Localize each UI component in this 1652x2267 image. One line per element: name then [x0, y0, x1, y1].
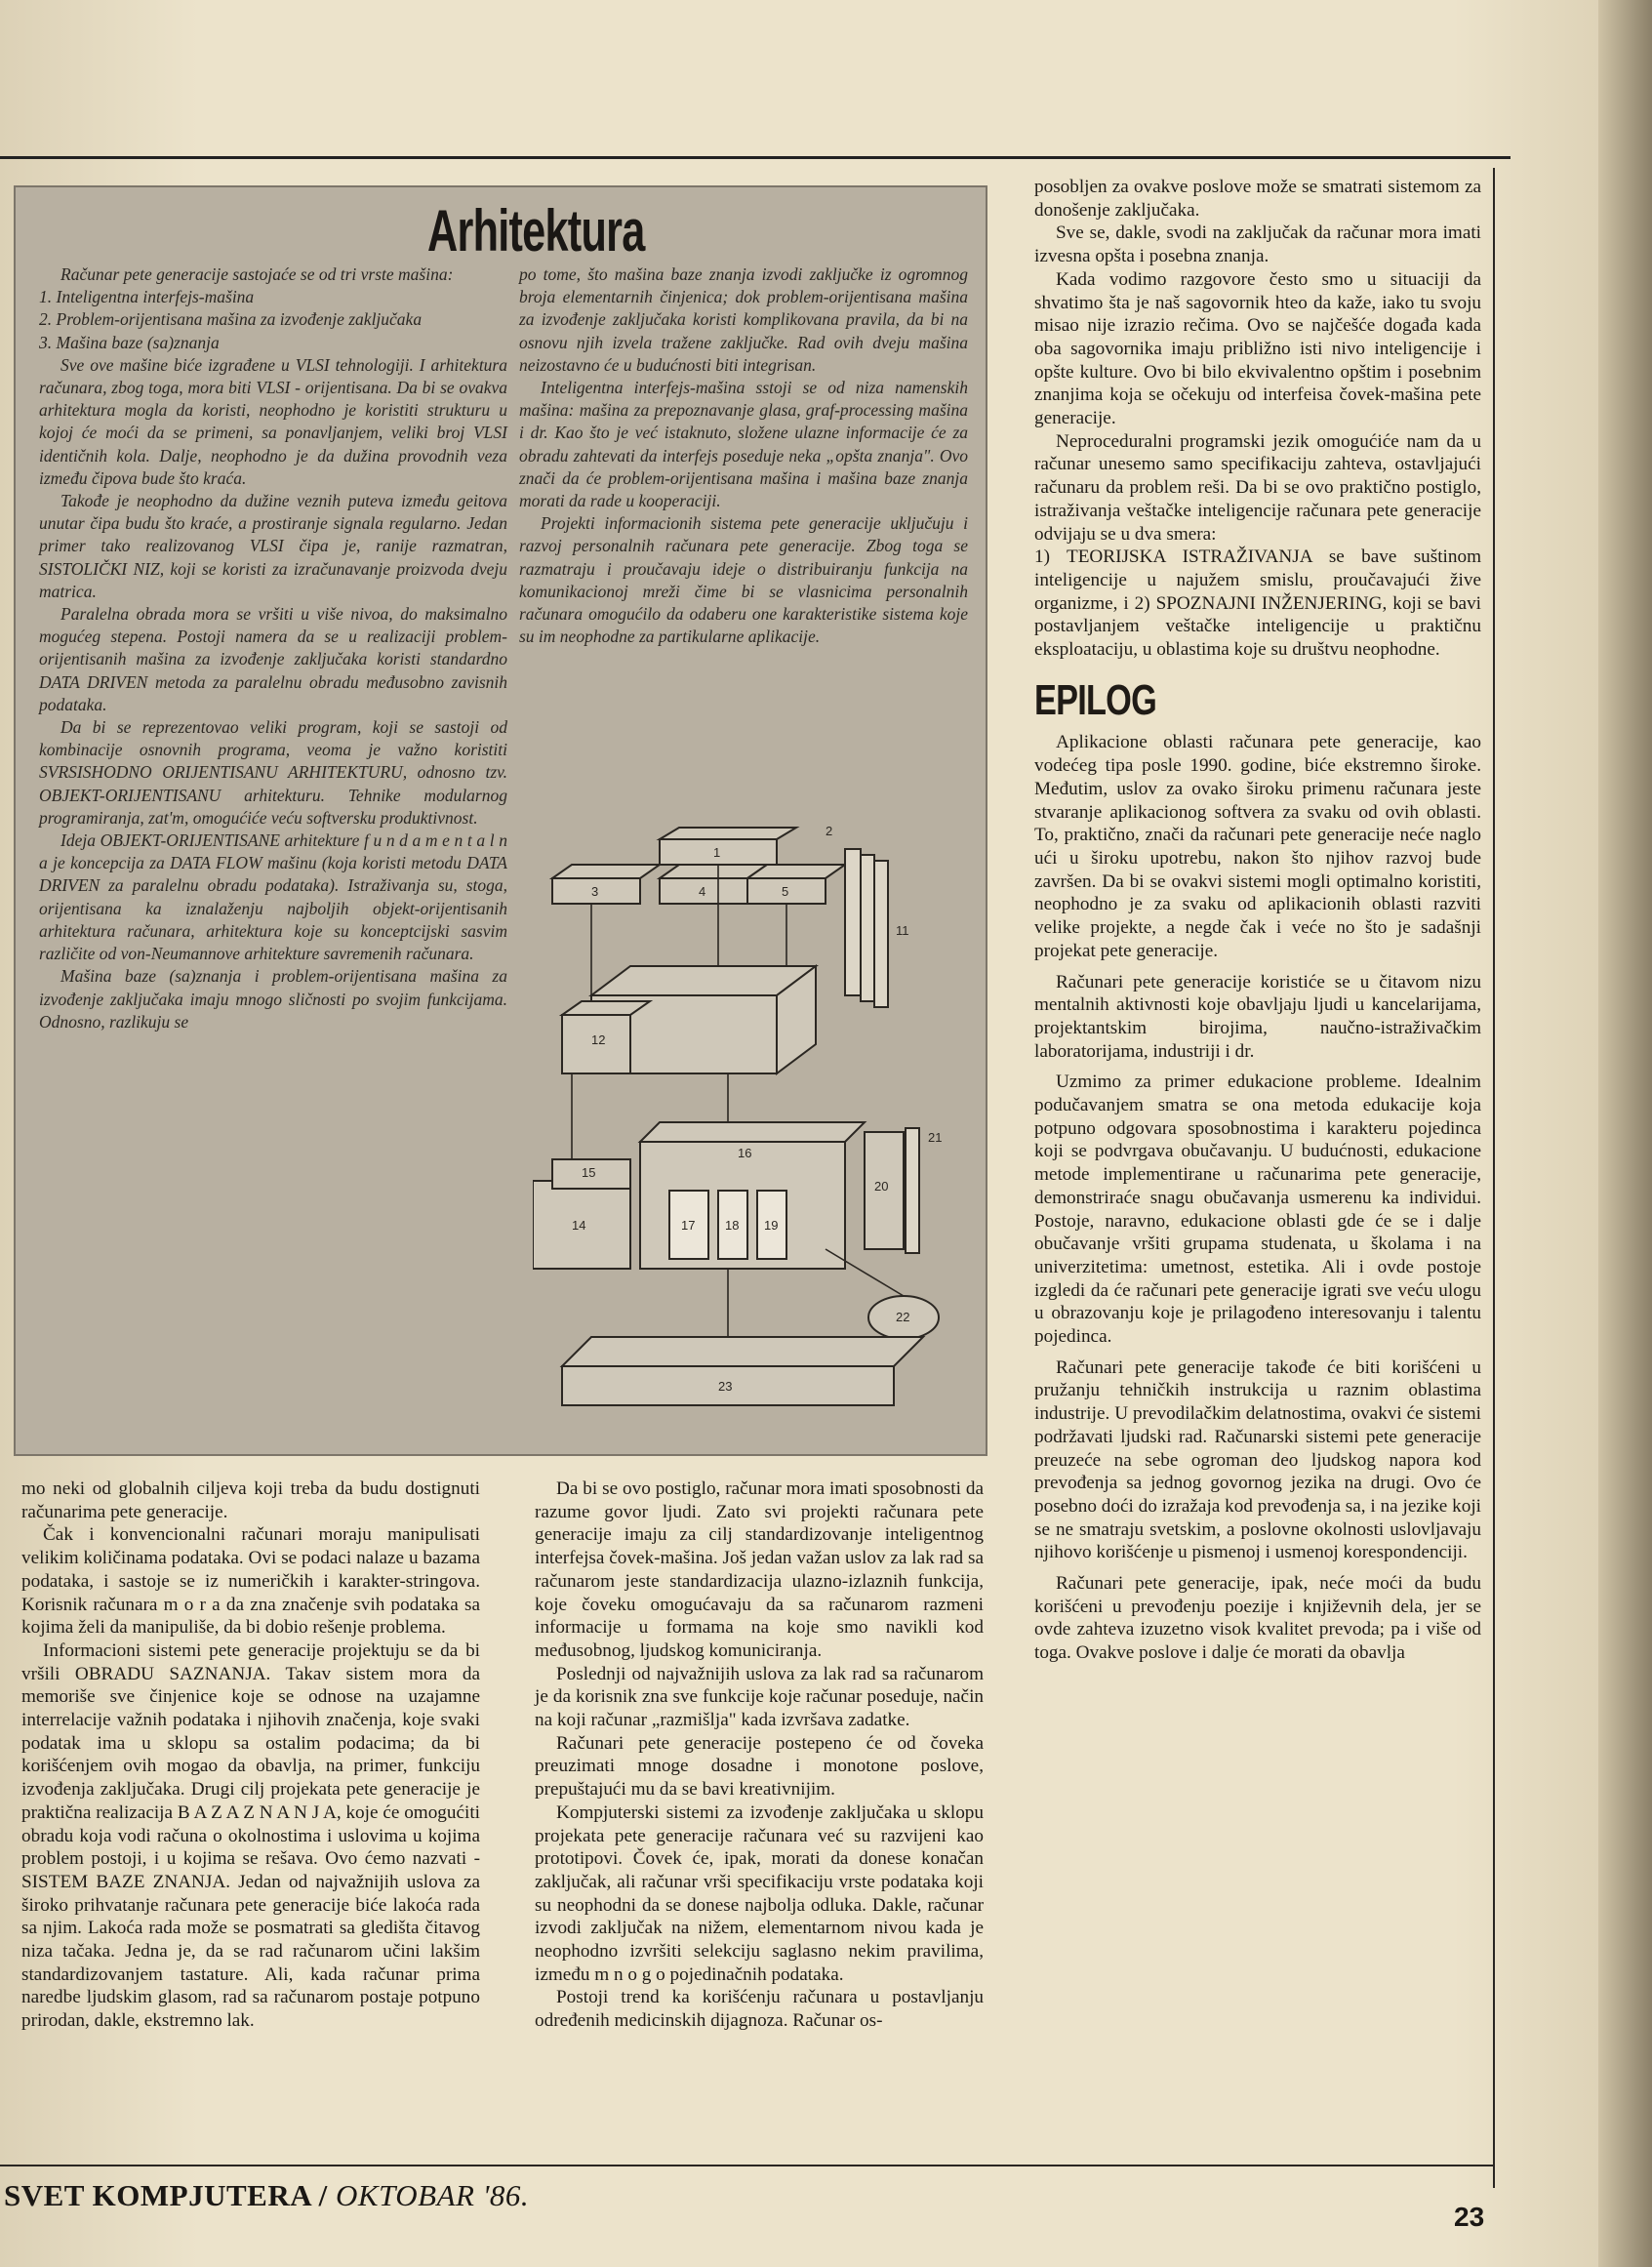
diagram-label: 23 — [718, 1379, 733, 1394]
diagram-layer — [874, 861, 888, 1007]
sidebar-list-item: 2. Problem-orijentisana mašina za izvođenje zaključaka — [39, 309, 423, 330]
diagram-label: 20 — [874, 1179, 889, 1194]
issue-date: OKTOBAR '86. — [336, 2178, 530, 2212]
diagram-label: 3 — [591, 884, 599, 899]
diagram-label: 19 — [764, 1218, 779, 1233]
sidebar-paragraph: po tome, što mašina baze znanja izvodi zaključke iz ogromnog broja elementarnih činjenica; dok problem-orijentisana mašina za izvođenje zaključaka koristi komplikovana pravila, da bi na osnovu njih izvela tražene zaključke. Rad ovih dveju mašina neizostavno će u budućnosti biti integrisan. — [519, 264, 968, 375]
article-column-right — [1034, 176, 1481, 2162]
diagram-label: 16 — [738, 1146, 752, 1160]
diagram-block — [640, 1122, 865, 1142]
diagram-layer — [861, 855, 874, 1001]
diagram-label: 22 — [896, 1310, 910, 1324]
diagram-label: 21 — [928, 1130, 943, 1145]
diagram-label: 14 — [572, 1218, 586, 1233]
diagram-layer — [906, 1128, 919, 1253]
article-column-left — [21, 1478, 480, 2161]
diagram-label: 1 — [713, 845, 721, 860]
diagram-label: 18 — [725, 1218, 740, 1233]
sidebar-column-1 — [39, 263, 507, 1435]
paragraph: Računari pete generacije, ipak, neće moći da budu korišćeni u prevođenju poezije i književnih dela, jer se ovde zahteva izuzetno visok kvalitet prevoda; pa i više od toga. Ovakve poslove i dalje će morati da obavlja — [1034, 1573, 1481, 1664]
paragraph: Informacioni sistemi pete generacije projektuju se da bi vršili OBRADU SAZNANJA. Takav sistem mora da memoriše sve činjenice koje se odnose na uzajamne interrelacije važnih podataka i njihovih značenja, koje svaki podatak ima u sklopu sa ostalim podacima; da bi korišćenjem ovih mogao da obavlja, na primer, funkciju izvođenja zaključaka. Drugi cilj projekata pete generacije je praktična realizacija B A Z A Z N A N J A, koje će omogućiti obradu koja vodi računa o okolnostima i uslovima u kojima problem postoji, i u kojima se rešava. Ovo ćemo nazvati - SISTEM BAZE ZNANJA. Jedan od najvažnijih uslova za široko prihvatanje računara pete generacije biće lakoća rada sa njim. Lakoća rada može se posmatrati sa gledišta čitavog niza tačaka. Jedna je, da se rad računarom učini lakšim standardizovanjem tastature. Ali, kada računar prima naredbe ljudskim glasom, rad sa računarom postaje potpuno prirodan, dakle, ekstremno lak. — [21, 1640, 480, 2032]
sidebar-paragraph: Mašina baze (sa)znanja i problem-orijentisana mašina za izvođenje zaključaka imaju mnogo sličnosti po svojim funkcijama. Odnosno, razlikuju se — [39, 966, 507, 1032]
paragraph: Poslednji od najvažnijih uslova za lak rad sa računarom je da korisnik zna sve funkcije koje računar poseduje, način na koji računar „razmišlja" kada izvršava zadatke. — [535, 1663, 984, 1731]
paragraph: Aplikacione oblasti računara pete generacije, kao vodećeg tipa posle 1990. godine, biće ekstremno široke. Međutim, uslov za ovako široku primenu računara jeste stvaranje aplikacionog softvera za svaku od ovih oblasti. To, praktično, znači da računari pete generacije neće naglo ući u široku upotrebu, nakon što njihov razvoj bude završen. Da bi se ovakvi sistemi mogli optimalno koristiti, neophodno je za svaku od aplikacionih oblasti razviti velike projekte, a negde čak i veće no što je sadašnji projekat pete generacije. — [1034, 732, 1481, 961]
diagram-label: 17 — [681, 1218, 696, 1233]
sidebar-list-item: 1. Inteligentna interfejs-mašina — [39, 287, 255, 307]
sidebar-paragraph: Sve ove mašine biće izgrađene u VLSI tehnologiji. I arhitektura računara, zbog toga, mora biti VLSI - orijentisana. Da bi se ovakva arhitektura mogla da koristi, neophodno je koristiti strukturu u kojoj će moći da se primeni, sa ponavljanjem, veliki broj VLSI identičnih kola. Dalje, neophodno je da dužina provodnih veza između čipova bude što kraća. — [39, 354, 507, 488]
diagram-label: 5 — [782, 884, 789, 899]
diagram-block — [552, 865, 660, 878]
paragraph: Sve se, dakle, svodi na zaključak da računar mora imati izvesna opšta i posebna znanja. — [1034, 223, 1481, 267]
sidebar-column-2 — [519, 263, 968, 810]
sidebar-title: Arhitektura — [427, 198, 645, 263]
paragraph: posobljen za ovakve poslove može se smatrati sistemom za donošenje zaključaka. — [1034, 177, 1481, 221]
sidebar-paragraph: Inteligentna interfejs-mašina sstoji se od niza namenskih mašina: mašina za prepoznavanje glasa, graf-processing mašina i dr. Kao što je već istaknuto, složene ulazne informacije će za obradu zahtevati da interfejs poseduje neka „opšta znanja". Ovo znači da će problem-orijentisana mašina i mašina baze znanja morati da rade u kooperaciji. — [519, 378, 968, 511]
section-heading-epilog: EPILOG — [1034, 675, 1156, 724]
diagram-label: 4 — [699, 884, 706, 899]
top-rule — [0, 156, 1511, 159]
diagram-label: 12 — [591, 1032, 606, 1047]
architecture-diagram — [533, 820, 962, 1435]
sidebar-paragraph: Da bi se reprezentovao veliki program, koji se sastoji od kombinacije osnovnih programa, veoma je važno koristiti SVRSISHODNO ORIJENTISANU ARHITEKTURU, odnosno tzv. OBJEKT-ORIJENTISANU arhitekturu. Tehnike modularnog programiranja, zat'm, omogućiće veću softversku produktivnost. — [39, 717, 507, 828]
page-edge-shadow — [1598, 0, 1652, 2267]
paragraph: 1) TEORIJSKA ISTRAŽIVANJA se bave suštinom inteligencije u najužem smislu, proučavajući žive organizme, i 2) SPOZNAJNI INŽENJERING, koji se bavi postavljanjem veštačke inteligencije u praktičnu eksploataciju, u oblastima koje su društvu neophodne. — [1034, 547, 1481, 661]
diagram-block — [562, 1337, 923, 1366]
sidebar-paragraph: Paralelna obrada mora se vršiti u više nivoa, do maksimalno mogućeg stepena. Postoji namera da se u realizaciji problem-orijentisanih mašina za izvođenje zaključaka koristi standardno DATA DRIVEN metoda za paralelnu obradu međusobno zavisnih podataka. — [39, 604, 507, 714]
diagram-label: 15 — [582, 1165, 596, 1180]
paragraph: Računari pete generacije koristiće se u čitavom nizu mentalnih aktivnosti koje obavljaju ljudi u kancelarijama, projektantskim birojima, naučno-istraživačkim laboratorijama, industriji i dr. — [1034, 971, 1481, 1062]
right-column-rule — [1493, 168, 1495, 2188]
paragraph: Uzmimo za primer edukacione probleme. Idealnim podučavanjem smatra se ona metoda edukacije koja potpuno odgovara sposobnostima i karakteru pojedinca koji se podvrgava obučavanju. U budućnosti, edukacione metode implementirane u računarima pete generacije, demonstriraće snagu obučavanja usmerenu ka individui. Postoje, naravno, edukacione oblasti gde će se i dalje obučavanje vršiti grupama studenata, u školama i na univerzitetima: umetnost, estetika. Ali i ovde postoje izgledi da će računari pete generacije igrati sve veću ulogu u obrazovanju koje je prilagođeno interesovanju i talentu pojedinca. — [1034, 1072, 1481, 1348]
paragraph: Kada vodimo razgovore često smo u situaciji da shvatimo šta je naš sagovornik hteo da kaže, iako tu svoju misao nije izrazio rečima. Ovo se najčešće događa kada oba sagovornika imaju približno isti nivo inteligencije i opšte kulture. Ovo bi bilo ekvivalentno opštim i posebnim znanjima koja se očekuju od interfeisa čovek-mašina pete generacije. — [1034, 268, 1481, 429]
sidebar-list-item: 3. Mašina baze (sa)znanja — [39, 332, 220, 352]
diagram-label: 2 — [826, 824, 833, 838]
diagram-layer — [845, 849, 861, 995]
sidebar-arhitektura — [14, 185, 987, 1456]
sidebar-paragraph: Ideja OBJEKT-ORIJENTISANE arhitekture f u n d a m e n t a l n a je koncepcija za DATA FLOW mašinu (koja koristi metodu DATA DRIVEN za paralelnu obradu podataka). Istraživanja su, stoga, orijentisana ka iznalaženju najboljih objekt-orijentisanih arhitektura računara, arhitektura koje su konceptcijski sasvim različite od von-Neumannove arhitekture savremenih računara. — [39, 830, 507, 964]
sidebar-paragraph: Takođe je neophodno da dužine veznih puteva između geitova unutar čipa budu što kraće, a prostiranje signala regularno. Jedan primer tako realizovanog VLSI čipa je, ranije razmatran, SISTOLIČKI NIZ, koji se koristi za izračunavanje proizvoda dveju matrica. — [39, 491, 507, 601]
paragraph: Da bi se ovo postiglo, računar mora imati sposobnosti da razume govor ljudi. Zato svi projekti računara pete generacije imaju za cilj standardizovanje inteligentnog interfejsa čovek-mašina. Još jedan važan uslov za lak rad sa računarom jeste standardizacija ulazno-izlaznih funkcija, koje čoveku omogućavaju da sa računarom razmeni informacije u formama na koje smo navikli kod međusobnog, ljudskog komuniciranja. — [535, 1478, 984, 1661]
paragraph: mo neki od globalnih ciljeva koji treba da budu dostignuti računarima pete generacije. — [21, 1478, 480, 1522]
paragraph: Računari pete generacije takođe će biti korišćeni u pružanju tehničkih instrukcija u raznim oblastima industrije. U prevodilačkim delatnostima, ovakvi će sistemi podržavati ljudski rad. Računarski sistemi pete generacije preuzeće na sebe ogroman deo ljudskog napora kod prevođenja sa jednog govornog jezika na drugi. Ovo će posebno doći do izražaja kod prevođenja sa, i na jezike koji se ne smatraju svetskim, a poslovne okolnosti uslovljavaju njihovo korišćenje u pismenoj i usmenoj korespondenciji. — [1034, 1356, 1481, 1563]
sidebar-paragraph: Računar pete generacije sastojaće se od tri vrste mašina: — [60, 264, 454, 284]
paragraph: Računari pete generacije postepeno će od čoveka preuzimati mnoge dosadne i monotone poslove, prepuštajući mu da se bavi kreativnijim. — [535, 1732, 984, 1801]
bottom-rule — [0, 2165, 1495, 2166]
footer-magazine-title — [4, 2178, 529, 2213]
article-column-middle — [535, 1478, 984, 2161]
paragraph: Kompjuterski sistemi za izvođenje zaključaka u sklopu projekata pete generacije računara već su razvijeni kao prototipovi. Čovek će, ipak, morati da donese konačan zaključak, ali računar vrši specifikaciju vrste podataka koji su neophodni da se donese najbolja odluka. Dakle, računar izvodi zaključak na nižem, elementarnom nivou kada je neophodno izvršiti selekciju saglasno nekim pravilima, između m n o g o pojedinačnih podataka. — [535, 1801, 984, 1985]
paragraph: Neproceduralni programski jezik omogućiće nam da u računar unesemo samo specifikaciju zahteva, ostavljajući računaru da problem reši. Da bi se ovo praktično postiglo, istraživanja veštačke inteligencije računara pete generacije odvijaju se u dva smera: — [1034, 430, 1481, 545]
paragraph: Čak i konvencionalni računari moraju manipulisati velikim količinama podataka. Ovi se podaci nalaze u bazama podataka, i sastoje se iz numeričkih i karakter-stringova. Korisnik računara m o r a da zna značenje svih podataka sa kojima želi da manipuliše, da bi dobio rešenje problema. — [21, 1524, 480, 1639]
page-number: 23 — [1454, 2202, 1485, 2232]
magazine-name: SVET KOMPJUTERA / — [4, 2178, 328, 2212]
diagram-block — [660, 828, 796, 839]
sidebar-paragraph: Projekti informacionih sistema pete generacije uključuju i razvoj personalnih računara pete generacije. Zbog toga se razmatraju i proučavaju ideje o distribuiranju funkcija na komunikacionoj mreži čime bi se vlasnicima personalnih računara omogućilo da odaberu one karakteristike sistema koje su im neophodne za partikularne aplikacije. — [519, 513, 968, 647]
diagram-line — [826, 1249, 904, 1296]
paragraph: Postoji trend ka korišćenju računara u postavljanju određenih medicinskih dijagnoza. Računar os- — [535, 1987, 984, 2032]
diagram-label: 11 — [896, 923, 909, 938]
